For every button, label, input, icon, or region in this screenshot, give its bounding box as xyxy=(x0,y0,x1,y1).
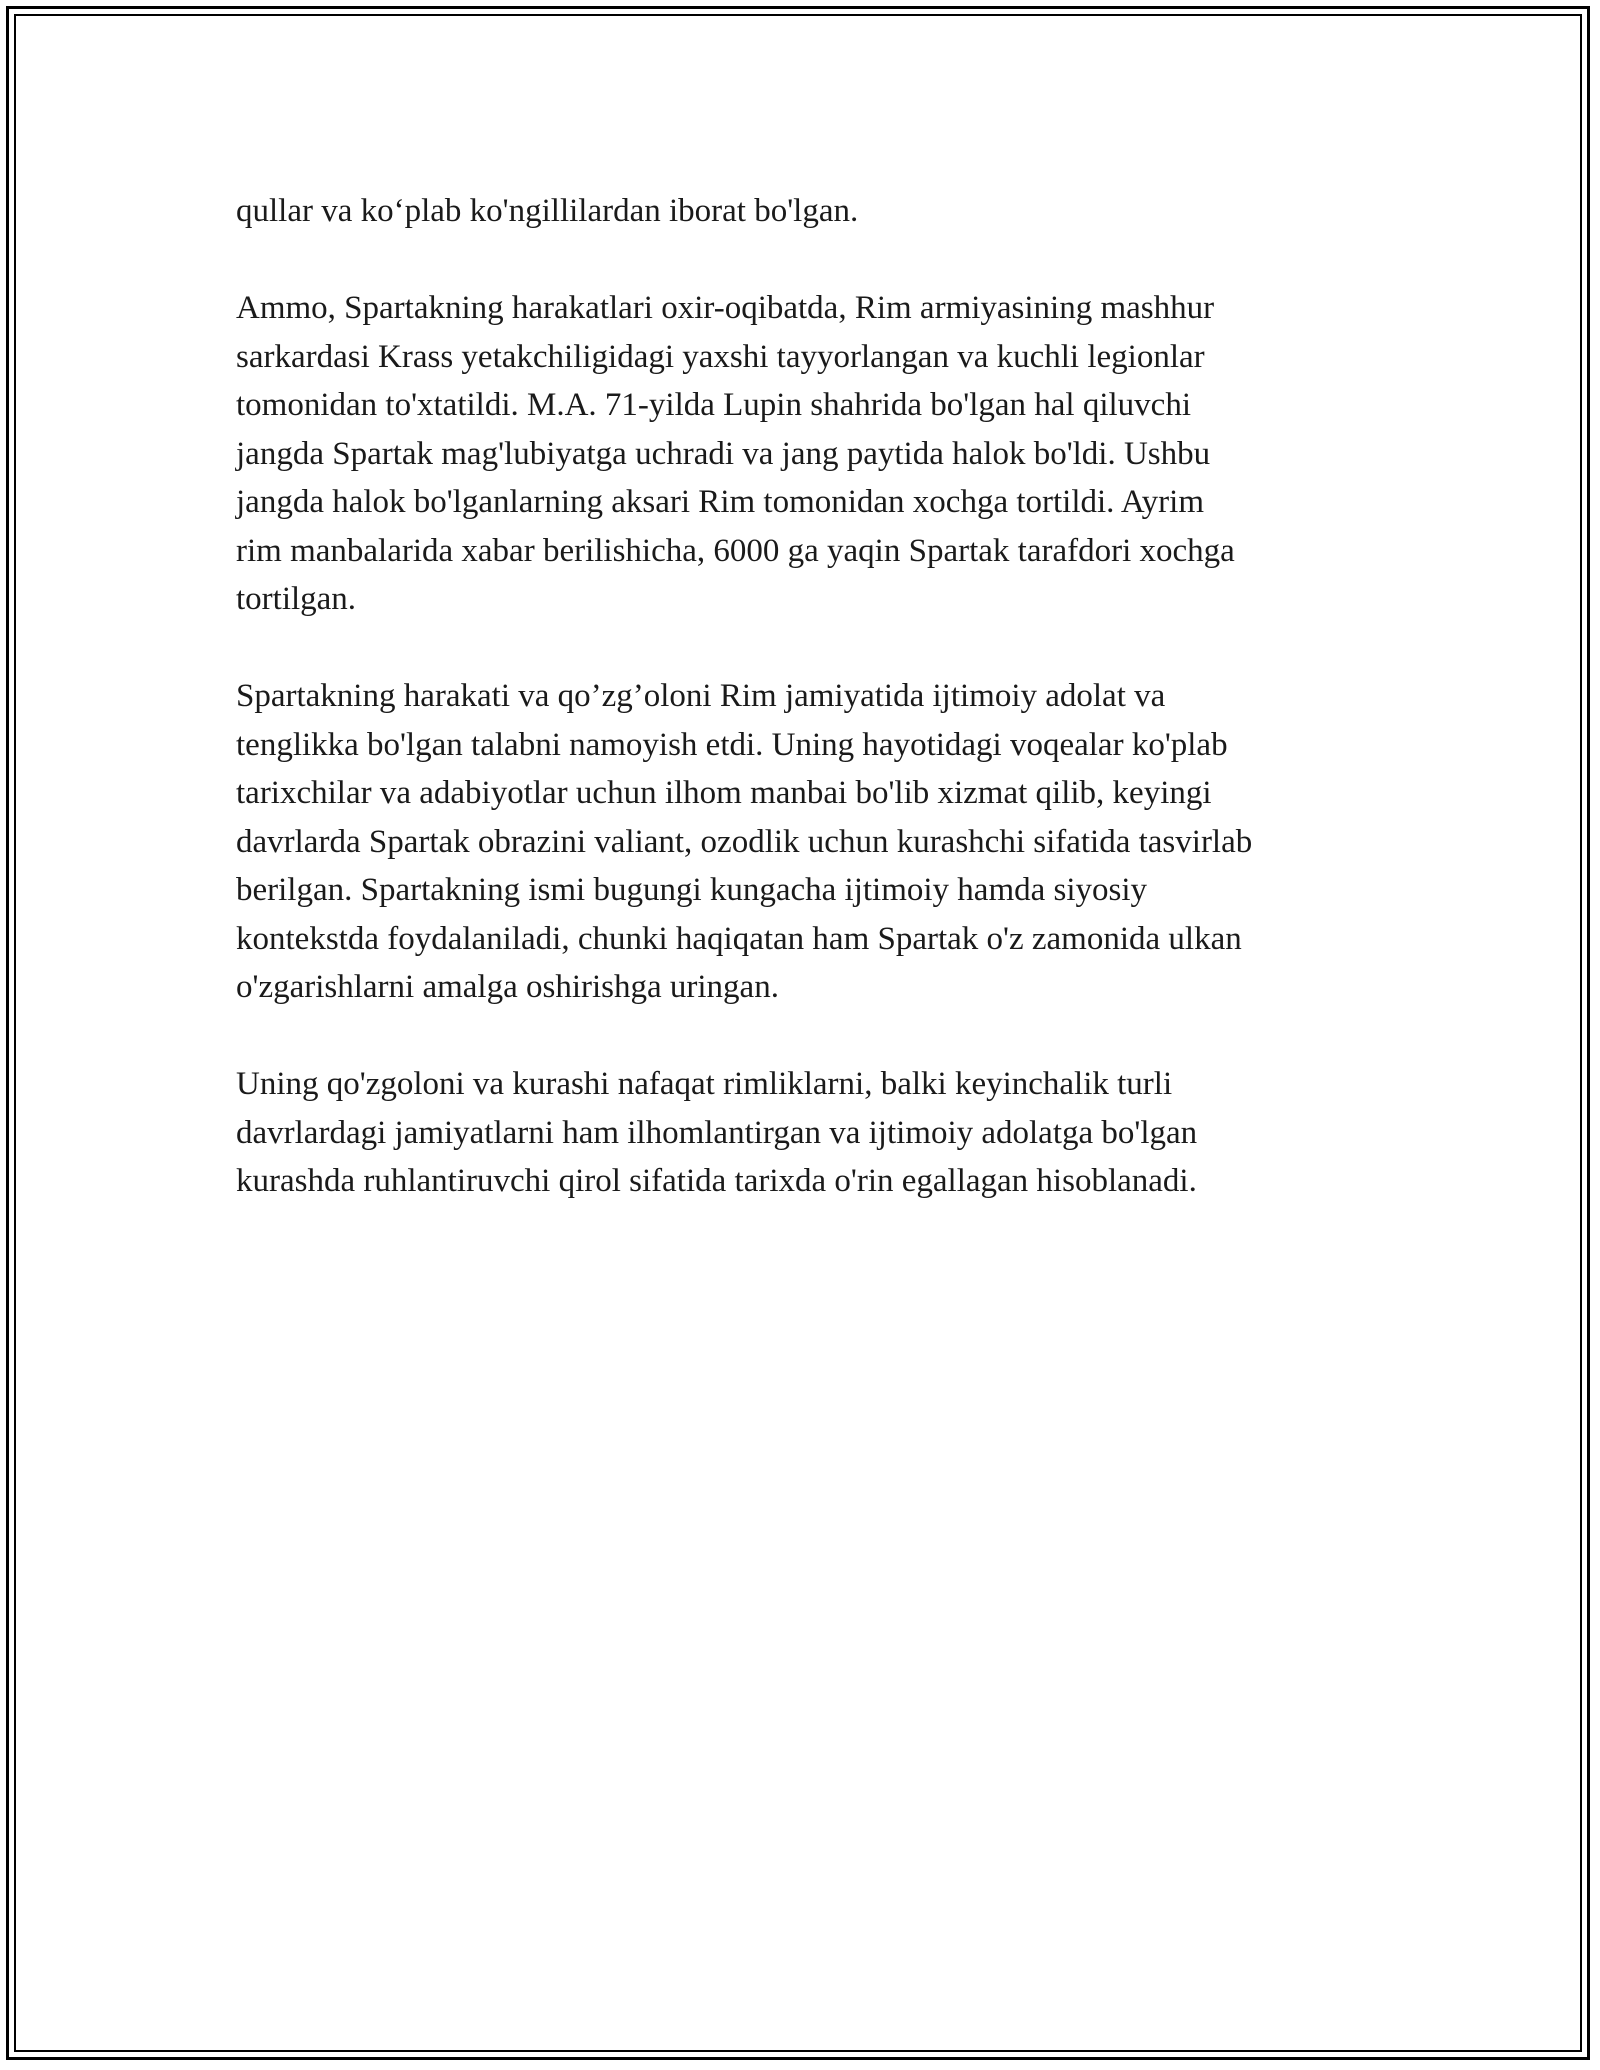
paragraph-4 xyxy=(236,1060,1376,1206)
text-line: tortilgan. xyxy=(236,581,357,617)
text-line: Uning qo'zgoloni va kurashi nafaqat rimliklarni, balki keyinchalik turli xyxy=(236,1066,1173,1102)
text-line: jangda Spartak mag'lubiyatga uchradi va jang paytida halok bo'ldi. Ushbu xyxy=(236,435,1211,472)
paragraph-3 xyxy=(236,672,1376,1012)
text-line: davrlardagi jamiyatlarni ham ilhomlantirgan va ijtimoiy adolatga bo'lgan xyxy=(236,1114,1198,1151)
text-line: tenglikka bo'lgan talabni namoyish etdi. Uning hayotidagi voqealar ko'plab xyxy=(236,726,1228,763)
paragraph-1 xyxy=(236,187,1376,236)
text-line: kontekstda foydalaniladi, chunki haqiqatan ham Spartak o'z zamonida ulkan xyxy=(236,920,1242,957)
document-body xyxy=(236,187,1376,1254)
text-line: Spartakning harakati va qo’zg’oloni Rim jamiyatida ijtimoiy adolat va xyxy=(236,678,1166,714)
text-line: kurashda ruhlantiruvchi qirol sifatida tarixda o'rin egallagan hisoblanadi. xyxy=(236,1163,1197,1199)
text-line: tarixchilar va adabiyotlar uchun ilhom manbai bo'lib xizmat qilib, keyingi xyxy=(236,775,1212,811)
paragraph-2 xyxy=(236,284,1376,624)
text-line: jangda halok bo'lganlarning aksari Rim tomonidan xochga tortildi. Ayrim xyxy=(236,484,1204,520)
text-line: davrlarda Spartak obrazini valiant, ozodlik uchun kurashchi sifatida tasvirlab xyxy=(236,823,1253,860)
text-line: qullar va ko‘plab ko'ngillilardan iborat bo'lgan. xyxy=(236,193,859,229)
text-line: rim manbalarida xabar berilishicha, 6000 ga yaqin Spartak tarafdori xochga xyxy=(236,532,1235,569)
text-line: o'zgarishlarni amalga oshirishga uringan. xyxy=(236,969,779,1005)
text-line: sarkardasi Krass yetakchiligidagi yaxshi tayyorlangan va kuchli legionlar xyxy=(236,338,1205,375)
text-line: berilgan. Spartakning ismi bugungi kungacha ijtimoiy hamda siyosiy xyxy=(236,872,1148,908)
text-line: Ammo, Spartakning harakatlari oxir-oqibatda, Rim armiyasining mashhur xyxy=(236,290,1215,326)
text-line: tomonidan to'xtatildi. M.A. 71-yilda Lupin shahrida bo'lgan hal qiluvchi xyxy=(236,387,1192,423)
